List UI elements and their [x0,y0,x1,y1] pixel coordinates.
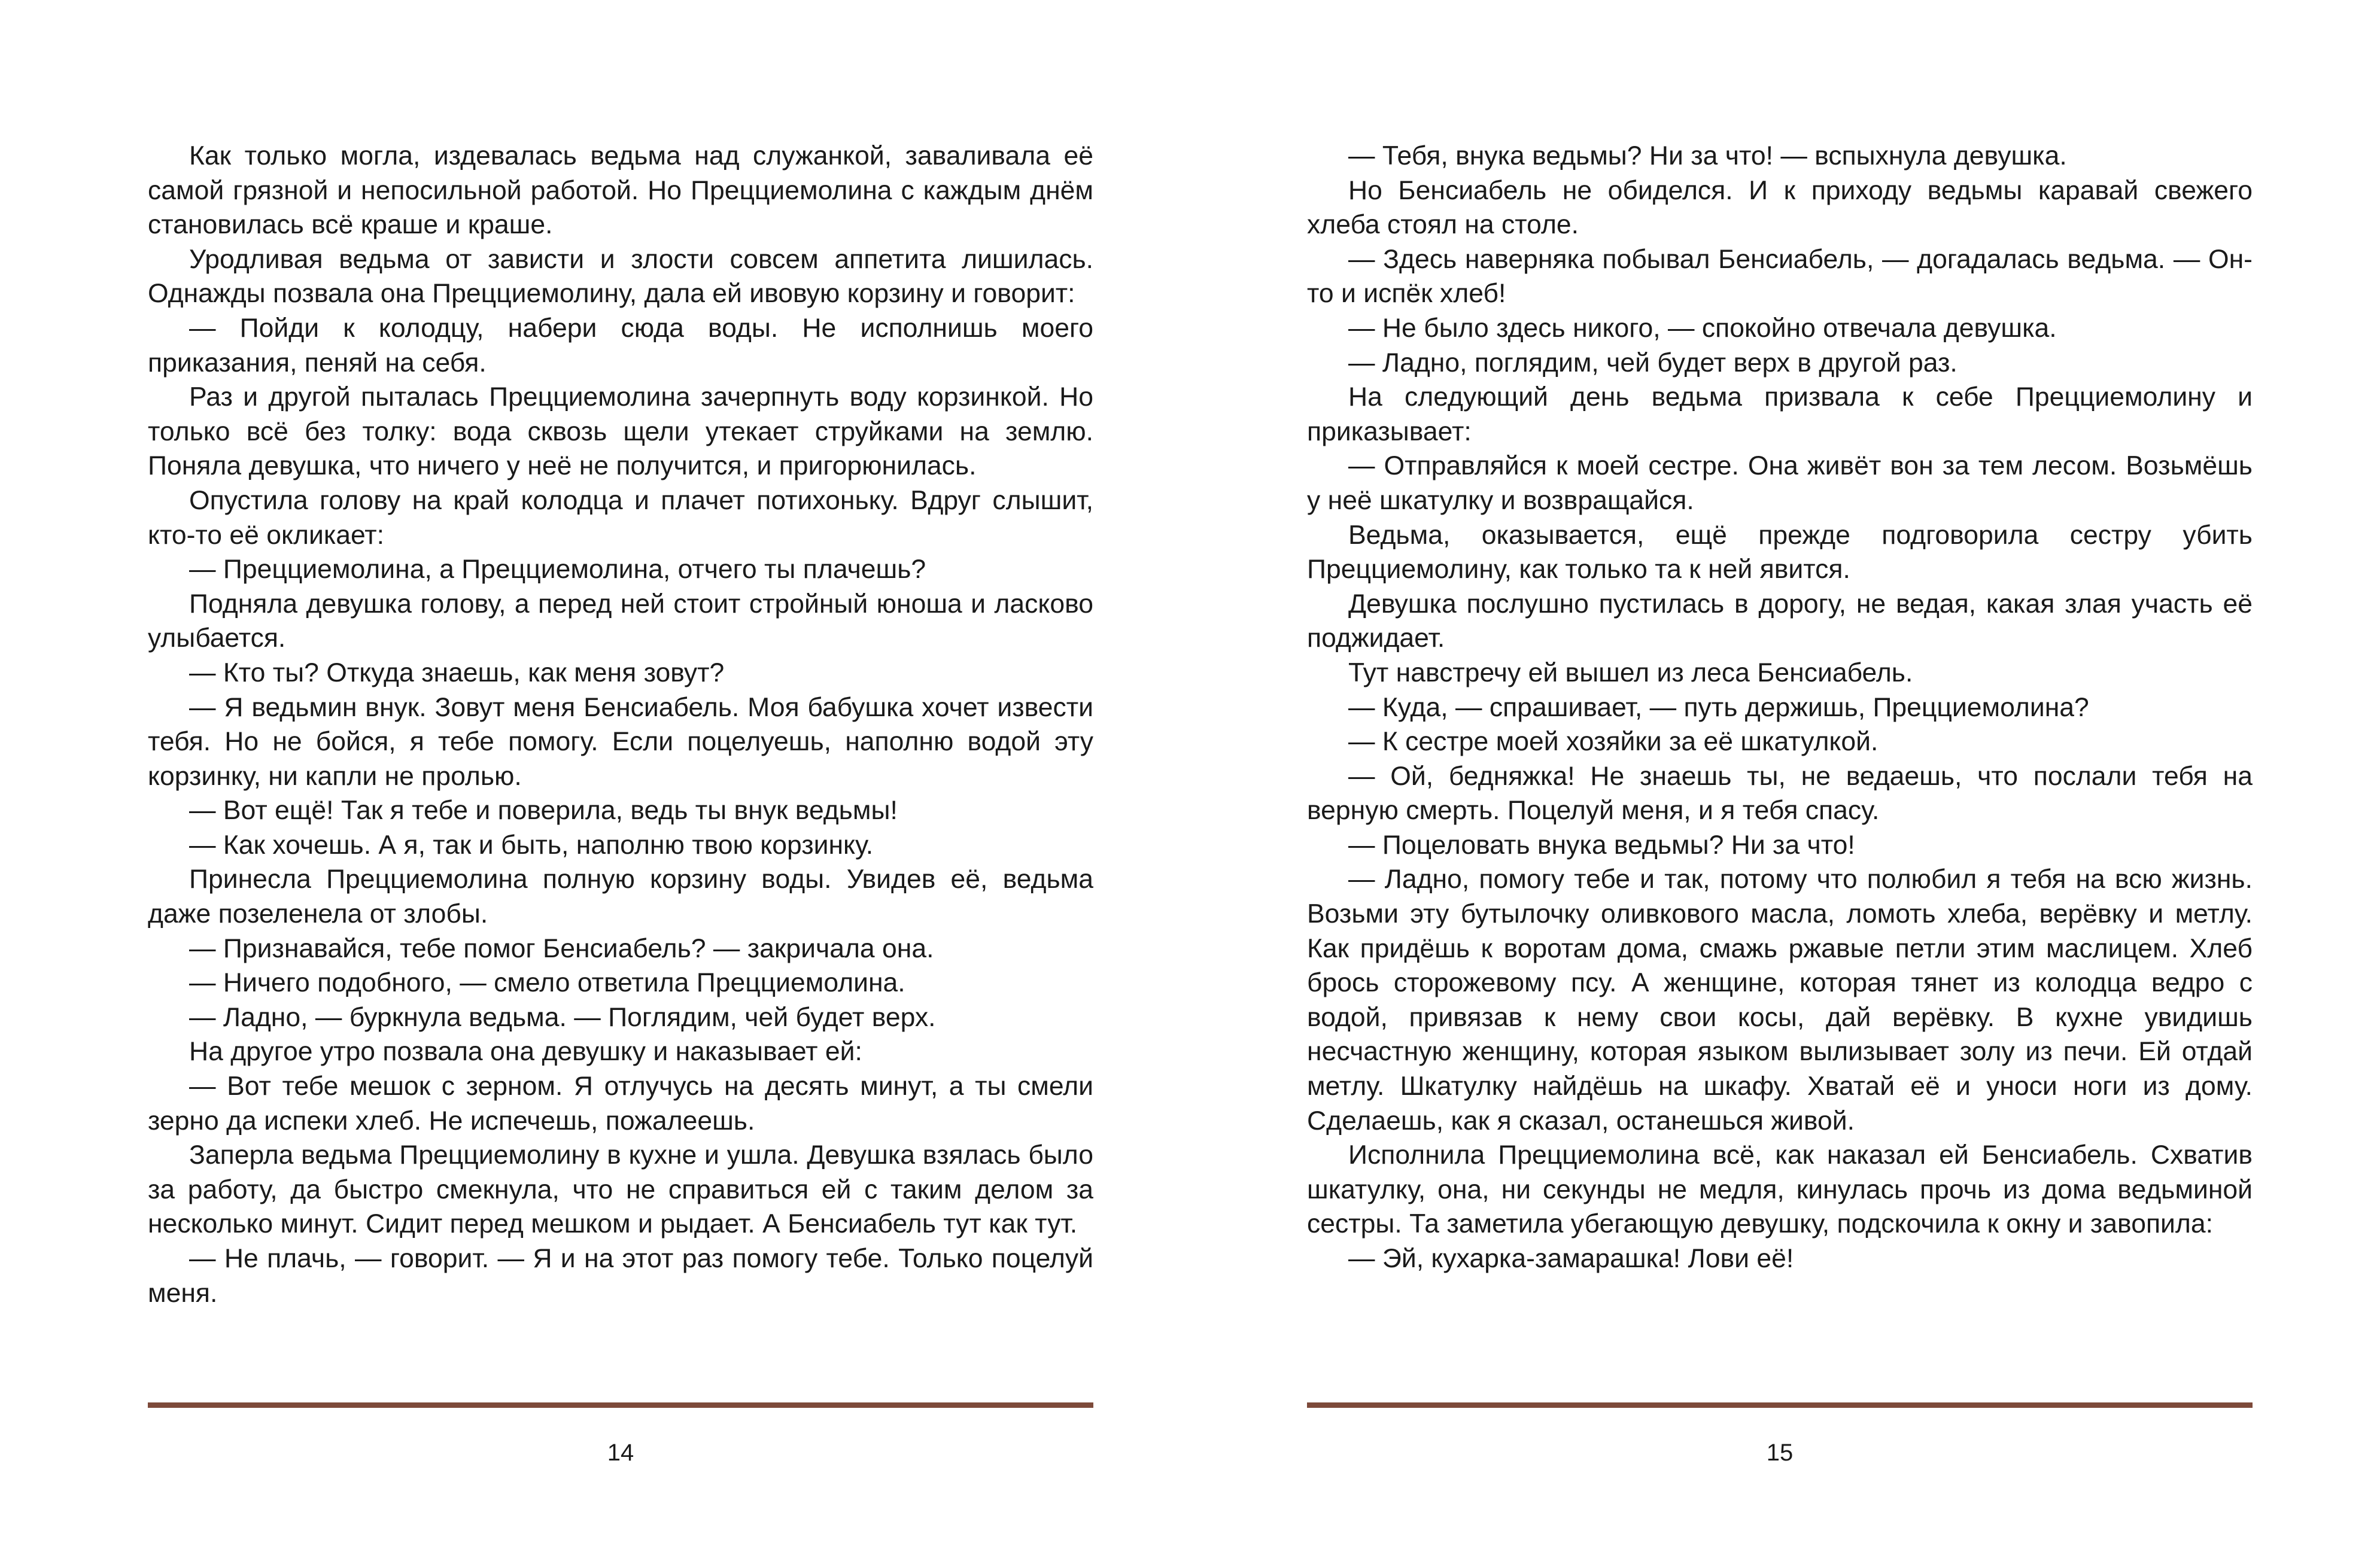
right-page-rule [1307,1402,2253,1408]
left-page-text [148,139,1093,1310]
paragraph: Как только могла, издевалась ведьма над служанкой, заваливала её самой грязной и непосильной работой. Но Прецциемолина с каждым днём становилась всё краше и краше. [148,141,1093,240]
paragraph: — Ладно, помогу тебе и так, потому что полюбил я тебя на всю жизнь. Возьми эту бутылочку оливкового масла, ломоть хлеба, верёвку и метлу. Как придёшь к воротам дома, смажь ржавые петли этим маслицем. Хлеб брось сторожевому псу. А женщине, которая тянет из колодца ведро с водой, привязав к нему свои косы, дай верёвку. В кухне увидишь несчастную женщину, которая языком вылизывает золу из печи. Ей отдай метлу. Шкатулку найдёшь на шкафу. Хватай её и уноси ноги из дому. Сделаешь, как я сказал, останешься живой. [1307,865,2253,1136]
paragraph: — Пойди к колодцу, набери сюда воды. Не исполнишь моего приказания, пеняй на себя. [148,313,1093,378]
paragraph: — К сестре моей хозяйки за её шкатулкой. [1348,727,1879,757]
paragraph: — Ладно, — буркнула ведьма. — Поглядим, чей будет верх. [189,1002,936,1032]
paragraph: Исполнила Прецциемолина всё, как наказал ей Бенсиабель. Схватив шкатулку, она, ни секунды не медля, кинулась прочь из дома ведьминой сестры. Та заметила убегающую девушку, подскочила к окну и завопила: [1307,1140,2253,1239]
paragraph: — Ладно, поглядим, чей будет верх в другой раз. [1348,348,1958,378]
paragraph: — Здесь наверняка побывал Бенсиабель, — догадалась ведьма. — Он-то и испёк хлеб! [1307,244,2253,309]
paragraph: — Куда, — спрашивает, — путь держишь, Прецциемолина? [1348,692,2089,722]
paragraph: — Ой, бедняжка! Не знаешь ты, не ведаешь, что послали тебя на верную смерть. Поцелуй меня, и я тебя спасу. [1307,761,2253,826]
paragraph: Но Бенсиабель не обиделся. И к приходу ведьмы каравай свежего хлеба стоял на столе. [1307,175,2253,240]
paragraph: Подняла девушка голову, а перед ней стоит стройный юноша и ласково улыбается. [148,589,1093,653]
paragraph: Девушка послушно пустилась в дорогу, не ведая, какая злая участь её поджидает. [1307,589,2253,653]
right-page-number: 15 [1766,1440,1794,1466]
left-page-number: 14 [607,1440,634,1466]
paragraph: — Не плачь, — говорит. — Я и на этот раз помогу тебе. Только поцелуй меня. [148,1244,1093,1308]
paragraph: Уродливая ведьма от зависти и злости совсем аппетита лишилась. Однажды позвала она Прецциемолину, дала ей ивовую корзину и говорит: [148,244,1093,309]
paragraph: — Ничего подобного, — смело ответила Прецциемолина. [189,968,905,998]
paragraph: — Отправляйся к моей сестре. Она живёт вон за тем лесом. Возьмёшь у неё шкатулку и возвращайся. [1307,451,2253,515]
paragraph: Опустила голову на край колодца и плачет потихоньку. Вдруг слышит, кто-то её окликает: [148,485,1093,550]
paragraph: — Тебя, внука ведьмы? Ни за что! — вспыхнула девушка. [1348,141,2067,171]
left-page-rule [148,1402,1093,1408]
left-page [148,139,1093,1310]
paragraph: — Я ведьмин внук. Зовут меня Бенсиабель. Моя бабушка хочет извести тебя. Но не бойся, я тебе помогу. Если поцелуешь, наполню водой эту корзинку, ни капли не пролью. [148,692,1093,791]
paragraph: — Кто ты? Откуда знаешь, как меня зовут? [189,658,725,687]
paragraph: Принесла Прецциемолина полную корзину воды. Увидев её, ведьма даже позеленела от злобы. [148,865,1093,929]
paragraph: — Эй, кухарка-замарашка! Лови её! [1348,1244,1794,1273]
paragraph: — Прецциемолина, а Прецциемолина, отчего ты плачешь? [189,555,926,585]
paragraph: Тут навстречу ей вышел из леса Бенсиабель. [1348,658,1913,687]
paragraph: На следующий день ведьма призвала к себе Прецциемолину и приказывает: [1307,382,2253,446]
paragraph: На другое утро позвала она девушку и наказывает ей: [189,1037,862,1067]
paragraph: — Поцеловать внука ведьмы? Ни за что! [1348,830,1855,860]
paragraph: Раз и другой пыталась Прецциемолина зачерпнуть воду корзинкой. Но только всё без толку: вода сквозь щели утекает струйками на землю. Поняла девушка, что ничего у неё не получится, и пригорюнилась. [148,382,1093,481]
right-page [1307,139,2253,1276]
right-page-text [1307,139,2253,1276]
paragraph: Заперла ведьма Прецциемолину в кухне и ушла. Девушка взялась было за работу, да быстро смекнула, что не справиться ей с таким делом за несколько минут. Сидит перед мешком и рыдает. А Бенсиабель тут как тут. [148,1140,1093,1239]
paragraph: — Вот тебе мешок с зерном. Я отлучусь на десять минут, а ты смели зерно да испеки хлеб. Не испечешь, пожалеешь. [148,1072,1093,1136]
paragraph: — Не было здесь никого, — спокойно отвечала девушка. [1348,313,2057,343]
paragraph: — Признавайся, тебе помог Бенсиабель? — закричала она. [189,933,934,963]
paragraph: — Вот ещё! Так я тебе и поверила, ведь ты внук ведьмы! [189,796,898,826]
paragraph: — Как хочешь. А я, так и быть, наполню твою корзинку. [189,830,874,860]
paragraph: Ведьма, оказывается, ещё прежде подговорила сестру убить Прецциемолину, как только та к ней явится. [1307,520,2253,585]
